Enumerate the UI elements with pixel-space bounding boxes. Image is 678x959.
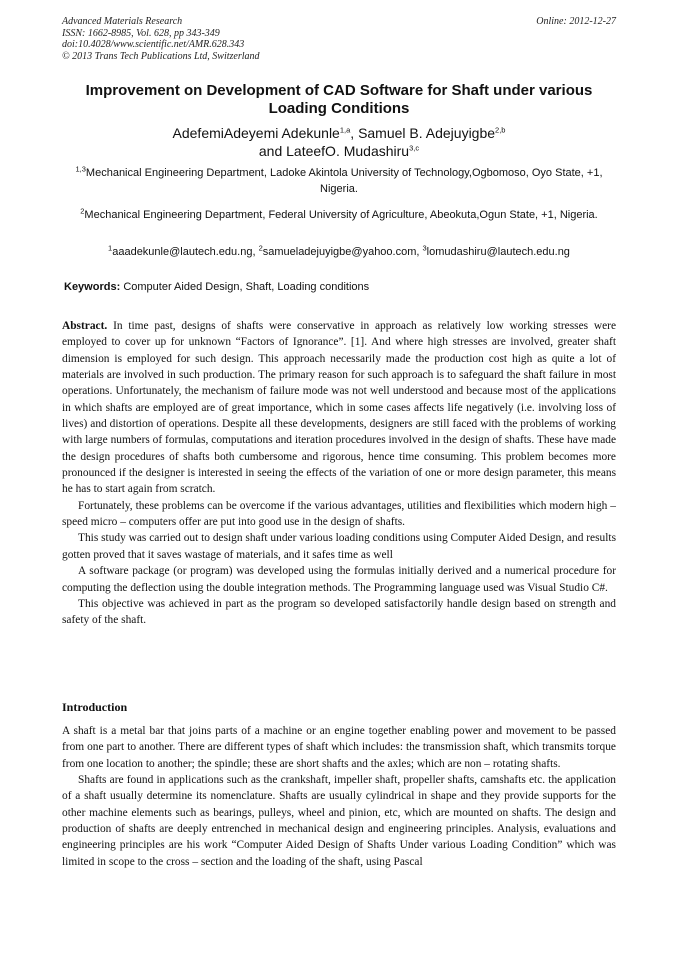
email-1[interactable]: aaadekunle@lautech.edu.ng, — [112, 246, 256, 258]
author-2: Samuel B. Adejuyigbe — [358, 125, 496, 141]
email-2[interactable]: samueladejuyigbe@yahoo.com, — [262, 246, 420, 258]
author-1-sup: 1,a — [339, 125, 351, 135]
introduction-heading: Introduction — [62, 700, 128, 714]
keywords-text: Computer Aided Design, Shaft, Loading conditions — [123, 281, 370, 293]
abstract-text-1: In time past, designs of shafts were conservative in approach as relatively low working stresses were employed to cover up for unknown “Factors of Ignorance”. [1]. And where high stresses are involved, greater shaft dimension is employed for such design. This approach necessarily made the production cost high as quite a lot of materials are involved in such production. The primary reason for such approach is to safeguard the shaft failure in most operations. Unfortunately, the mechanism of failure mode was not well understood and because most of the applications in which shafts are employed are of great importance, which in some cases affects life negatively (i.e. involving loss of lives) and distortion of operations. Despite all these developments, designers are still faced with the problems of working with large numbers of formulas, computations and iteration procedures involved in the design of shafts. These have made the design procedures of shafts both cumbersome and rigorous, hence time consuming. This problem becomes more pronounced if the designer is interested in seeing the effects of the variation of one or more design parameter, this means he has to start again from scratch. — [62, 320, 616, 496]
affiliation-2-sup: 2 — [80, 206, 85, 216]
affiliation-1-text: Mechanical Engineering Department, Ladoke Akintola University of Technology,Ogbomoso, Oyo State, +1, Nigeria. — [85, 167, 603, 195]
author-1: AdefemiAdeyemi Adekunle — [172, 125, 340, 141]
doi-line: doi:10.4028/www.scientific.net/AMR.628.343 — [62, 39, 245, 50]
paper-title: Improvement on Development of CAD Software for Shaft under various Loading Conditions — [85, 82, 593, 117]
copyright-line: © 2013 Trans Tech Publications Ltd, Switzerland — [62, 50, 260, 62]
email-2-sup: 2 — [258, 243, 263, 253]
keywords-label: Keywords: — [64, 281, 121, 293]
author-list: AdefemiAdeyemi Adekunle$^{1,a}$, Samuel B. Adejuyigbe$^{2,b}$ and LateefO. Mudashiru$^{3,c}$ — [172, 125, 506, 159]
email-list — [62, 244, 616, 260]
abstract-paragraph-1 — [62, 318, 616, 498]
issn-line: ISSN: 1662-8985, Vol. 628, pp 343-349 — [62, 27, 220, 39]
abstract-paragraph-5: This objective was achieved in part as the program so developed satisfactorily handle design based on strength and safety of the shaft. — [62, 597, 616, 627]
email-3-sup: 3 — [422, 243, 427, 253]
email-1-sup: 1 — [108, 243, 113, 253]
affiliation-2-text: Mechanical Engineering Department, Federal University of Agriculture, Abeokuta,Ogun State, +1, Nigeria. — [84, 209, 598, 221]
abstract-paragraph-4: A software package (or program) was developed using the formulas initially derived and a numerical procedure for computing the deflection using the double integration methods. The Programming language used was Visual Studio C#. — [62, 565, 616, 594]
affiliation-1-sup: 1,3 — [75, 164, 86, 174]
journal-header — [62, 16, 260, 62]
journal-name: Advanced Materials Research — [62, 16, 183, 27]
affiliation-2 — [62, 204, 616, 226]
author-3: LateefO. Mudashiru — [286, 143, 410, 159]
introduction-paragraph-1: A shaft is a metal bar that joins parts of a machine or an engine together enabling power and movement to be passed from one part to another. There are different types of shaft which includes: the transmission shaft, which transmits torque from one location to another; the spindle; these are short shafts and the axles; which are non – rotating shafts. — [62, 725, 616, 770]
affiliation-1 — [62, 165, 616, 197]
keywords — [64, 281, 369, 293]
online-date: Online: 2012-12-27 — [536, 16, 616, 27]
author-2-sup: 2,b — [495, 125, 506, 135]
email-3[interactable]: lomudashiru@lautech.edu.ng — [426, 246, 570, 258]
abstract-paragraph-3: This study was carried out to design shaft under various loading conditions using Computer Aided Design, and results gotten proved that it saves wastage of materials, and it safes time as well — [62, 532, 616, 561]
abstract-paragraph-2: Fortunately, these problems can be overcome if the various advantages, utilities and flexibilities which modern high – speed micro – computers offer are put into good use in the design of shafts. — [62, 499, 616, 529]
author-3-sup: 3,c — [409, 143, 420, 153]
introduction-section — [62, 723, 616, 870]
abstract-label: Abstract. — [62, 320, 108, 332]
abstract-section — [62, 318, 616, 629]
introduction-paragraph-2: Shafts are found in applications such as the crankshaft, impeller shaft, propeller shafts, camshafts etc. the application of a shaft usually determine its nomenclature. Shafts are usually cylindrical in shape and they provide supports for the other machine elements such as bearings, pulleys, wheel and pinion, etc, which are mounted on shafts. The design and production of shafts are deeply entrenched in mechanical design and engineering principles. Analysis, evaluations and engineering principles are his work “Computer Aided Design of Shafts Under various Loading Condition” which was limited in scope to the cross – section and the loading of the shaft, using Pascal — [62, 774, 616, 868]
